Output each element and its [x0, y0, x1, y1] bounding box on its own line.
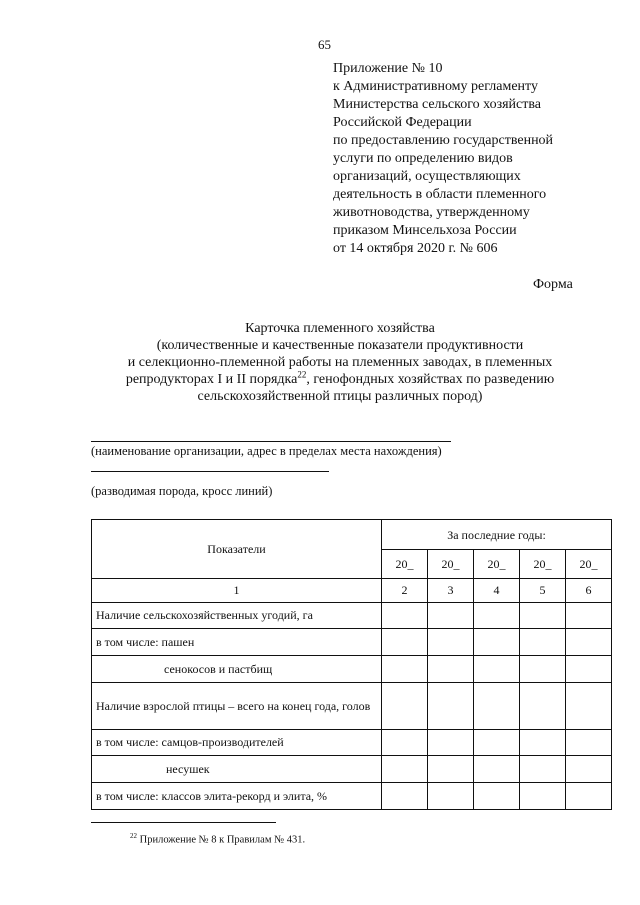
- data-cell[interactable]: [474, 629, 520, 656]
- data-cell[interactable]: [566, 783, 612, 810]
- column-number: 2: [382, 579, 428, 603]
- data-cell[interactable]: [474, 656, 520, 683]
- data-cell[interactable]: [428, 603, 474, 629]
- footnote-mark: 22: [130, 832, 137, 840]
- years-header: За последние годы:: [382, 520, 612, 550]
- indicators-table: [91, 519, 612, 810]
- column-number: 5: [520, 579, 566, 603]
- row-label: в том числе: классов элита-рекорд и элита, %: [92, 783, 382, 810]
- data-cell[interactable]: [382, 656, 428, 683]
- form-label: Форма: [533, 277, 573, 292]
- row-label: в том числе: самцов-производителей: [92, 730, 382, 756]
- table-row: [92, 656, 612, 683]
- data-cell[interactable]: [520, 656, 566, 683]
- appendix-line: услуги по определению видов: [333, 151, 513, 166]
- year-cell[interactable]: 20_: [566, 550, 612, 579]
- data-cell[interactable]: [474, 730, 520, 756]
- data-cell[interactable]: [474, 783, 520, 810]
- row-label: несушек: [92, 756, 382, 783]
- appendix-line: к Административному регламенту: [333, 79, 538, 94]
- appendix-line: животноводства, утвержденному: [333, 205, 530, 220]
- data-cell[interactable]: [566, 603, 612, 629]
- data-cell[interactable]: [382, 603, 428, 629]
- data-cell[interactable]: [382, 730, 428, 756]
- data-cell[interactable]: [428, 656, 474, 683]
- data-cell[interactable]: [520, 629, 566, 656]
- appendix-line: Приложение № 10: [333, 61, 443, 76]
- org-name-caption: (наименование организации, адрес в пределах места нахождения): [91, 444, 442, 458]
- footnote-text: Приложение № 8 к Правилам № 431.: [137, 834, 306, 846]
- row-label: в том числе: пашен: [92, 629, 382, 656]
- data-cell[interactable]: [474, 756, 520, 783]
- year-cell[interactable]: 20_: [382, 550, 428, 579]
- table-row: [92, 783, 612, 810]
- data-cell[interactable]: [566, 629, 612, 656]
- data-cell[interactable]: [566, 656, 612, 683]
- data-cell[interactable]: [520, 783, 566, 810]
- column-number: 1: [92, 579, 382, 603]
- data-cell[interactable]: [520, 756, 566, 783]
- data-cell[interactable]: [520, 603, 566, 629]
- card-title: [60, 320, 620, 405]
- table-row: [92, 730, 612, 756]
- data-cell[interactable]: [382, 683, 428, 730]
- row-label: Наличие взрослой птицы – всего на конец года, голов: [92, 683, 382, 730]
- appendix-line: Российской Федерации: [333, 115, 472, 130]
- title-line: репродукторах I и II порядка$^{22}$, генофондных хозяйствах по разведению: [125, 369, 555, 387]
- table-row: [92, 629, 612, 656]
- data-cell[interactable]: [566, 730, 612, 756]
- appendix-line: от 14 октября 2020 г. № 606: [333, 241, 498, 256]
- data-cell[interactable]: [382, 756, 428, 783]
- data-cell[interactable]: [566, 683, 612, 730]
- org-name-line[interactable]: [91, 441, 451, 442]
- column-number: 4: [474, 579, 520, 603]
- appendix-line: приказом Минсельхоза России: [333, 223, 517, 238]
- row-label: Наличие сельскохозяйственных угодий, га: [92, 603, 382, 629]
- data-cell[interactable]: [428, 683, 474, 730]
- year-cell[interactable]: 20_: [520, 550, 566, 579]
- data-cell[interactable]: [428, 783, 474, 810]
- indicators-header: Показатели: [92, 520, 382, 579]
- data-cell[interactable]: [382, 629, 428, 656]
- data-cell[interactable]: [566, 756, 612, 783]
- column-number: 3: [428, 579, 474, 603]
- appendix-header: [333, 60, 633, 258]
- page-number: 65: [318, 37, 331, 52]
- year-cell[interactable]: 20_: [474, 550, 520, 579]
- title-line: (количественные и качественные показатели продуктивности: [156, 338, 524, 353]
- table-row: [92, 603, 612, 629]
- footnote: [130, 832, 305, 846]
- table-row: [92, 683, 612, 730]
- data-cell[interactable]: [382, 783, 428, 810]
- row-label: сенокосов и пастбищ: [92, 656, 382, 683]
- data-cell[interactable]: [428, 730, 474, 756]
- year-cell[interactable]: 20_: [428, 550, 474, 579]
- data-cell[interactable]: [520, 683, 566, 730]
- appendix-line: организаций, осуществляющих: [333, 169, 521, 184]
- footnote-divider: [91, 822, 276, 823]
- data-cell[interactable]: [428, 756, 474, 783]
- table-row: [92, 756, 612, 783]
- data-cell[interactable]: [474, 603, 520, 629]
- breed-line[interactable]: [91, 471, 329, 472]
- title-line: и селекционно-племенной работы на племенных заводах, в племенных: [127, 355, 553, 370]
- title-line: сельскохозяйственной птицы различных пород): [197, 389, 483, 404]
- data-cell[interactable]: [474, 683, 520, 730]
- breed-caption: (разводимая порода, кросс линий): [91, 484, 273, 498]
- appendix-line: деятельность в области племенного: [333, 187, 547, 202]
- data-cell[interactable]: [520, 730, 566, 756]
- appendix-line: Министерства сельского хозяйства: [333, 97, 542, 112]
- footnote-ref: 22: [297, 369, 307, 380]
- appendix-line: по предоставлению государственной: [333, 133, 554, 148]
- column-number: 6: [566, 579, 612, 603]
- title-line: Карточка племенного хозяйства: [245, 321, 435, 336]
- data-cell[interactable]: [428, 629, 474, 656]
